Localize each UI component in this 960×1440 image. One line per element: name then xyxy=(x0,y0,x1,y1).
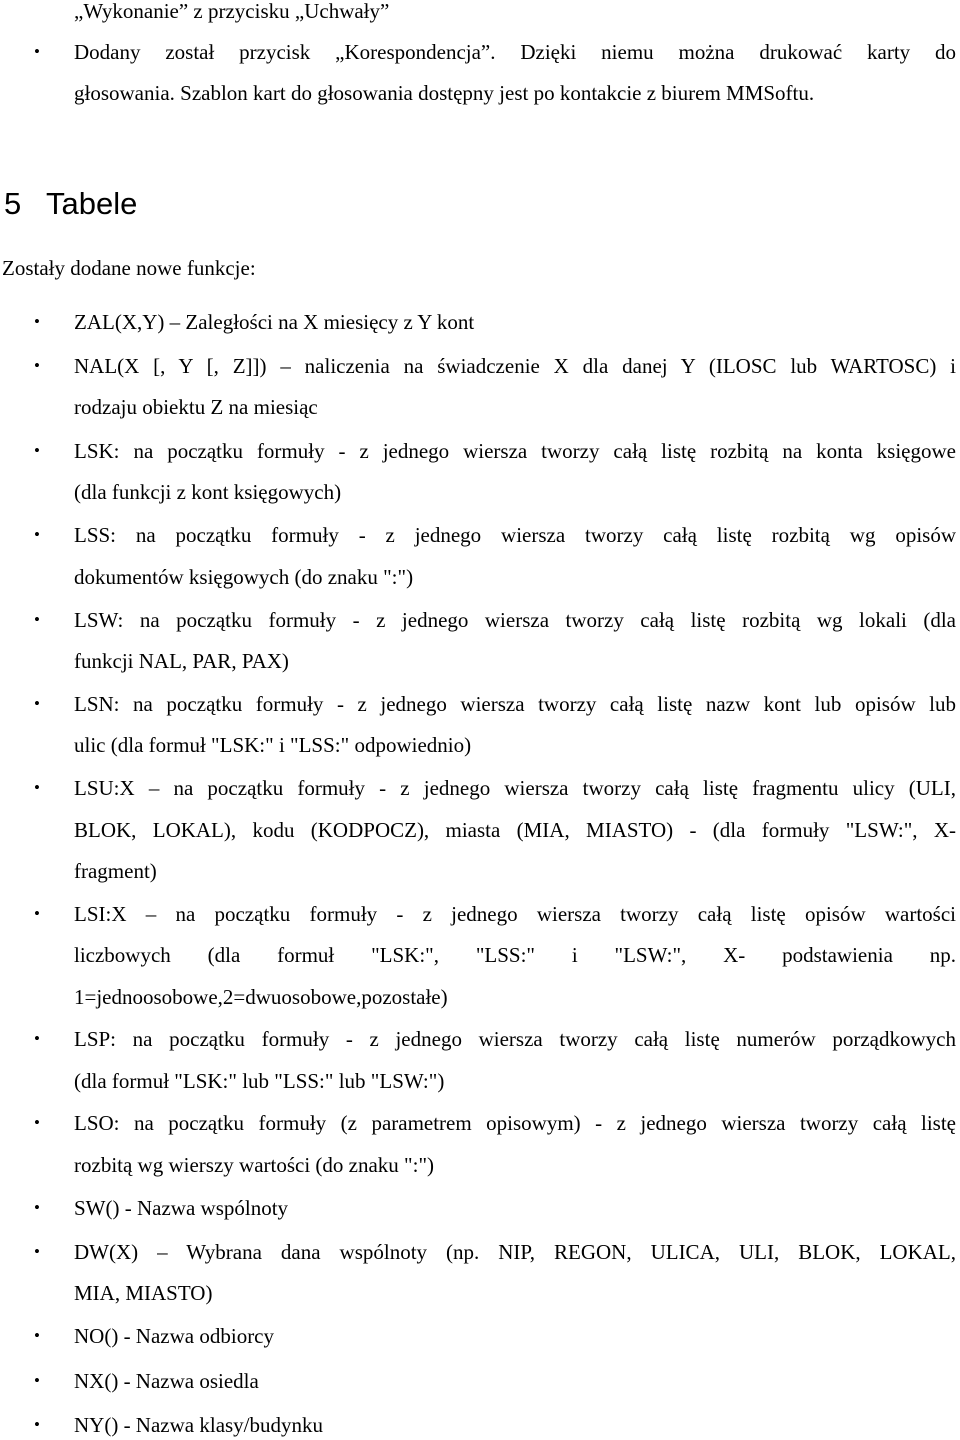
list-item-line: LSN: na początku formuły - z jednego wiersza tworzy całą listę nazw kont lub opisów lub xyxy=(74,692,956,716)
list-item-line: LSU:X – na początku formuły - z jednego wiersza tworzy całą listę fragmentu ulicy (ULI, xyxy=(74,776,956,800)
bullet-icon: • xyxy=(34,1029,40,1048)
bullet-icon: • xyxy=(34,441,40,460)
list-item-line: (dla formuł "LSK:" lub "LSS:" lub "LSW:") xyxy=(74,1069,445,1093)
bullet-icon: • xyxy=(34,1242,40,1261)
list-item-line: NX() - Nazwa osiedla xyxy=(74,1369,259,1393)
list-item-line: MIA, MIASTO) xyxy=(74,1281,213,1305)
section-intro: Zostały dodane nowe funkcje: xyxy=(2,256,256,280)
continued-text-fragment: „Wykonanie” z przycisku „Uchwały” xyxy=(74,0,390,23)
list-item-line: 1=jednoosobowe,2=dwuosobowe,pozostałe) xyxy=(74,985,448,1009)
section-number: 5 xyxy=(4,186,22,221)
list-item-line: rozbitą wg wierszy wartości (do znaku ":") xyxy=(74,1153,435,1177)
bullet-icon: • xyxy=(34,610,40,629)
bullet-icon: • xyxy=(34,525,40,544)
list-item-line: funkcji NAL, PAR, PAX) xyxy=(74,649,289,673)
list-item-line: fragment) xyxy=(74,859,157,883)
list-item-line: dokumentów księgowych (do znaku ":") xyxy=(74,565,414,589)
bullet-icon: • xyxy=(34,1113,40,1132)
list-item-line: NY() - Nazwa klasy/budynku xyxy=(74,1413,324,1437)
bullet-icon: • xyxy=(34,356,40,375)
list-item-line: LSS: na początku formuły - z jednego wiersza tworzy całą listę rozbitą wg opisów xyxy=(74,523,956,547)
list-item-line: LSI:X – na początku formuły - z jednego wiersza tworzy całą listę opisów wartości xyxy=(74,902,956,926)
bullet-icon: • xyxy=(34,1415,40,1434)
list-item-line: rodzaju obiektu Z na miesiąc xyxy=(74,395,318,419)
list-item-line: NO() - Nazwa odbiorcy xyxy=(74,1324,275,1348)
list-item-line: LSP: na początku formuły - z jednego wiersza tworzy całą listę numerów porządkowych xyxy=(74,1027,956,1051)
list-item-line: DW(X) – Wybrana dana wspólnoty (np. NIP, REGON, ULICA, ULI, BLOK, LOKAL, xyxy=(74,1240,956,1264)
list-item-line: BLOK, LOKAL), kodu (KODPOCZ), miasta (MIA, MIASTO) - (dla formuły "LSW:", X- xyxy=(74,818,956,842)
section-heading xyxy=(4,184,137,224)
list-item-line: (dla funkcji z kont księgowych) xyxy=(74,480,342,504)
list-item-line: SW() - Nazwa wspólnoty xyxy=(74,1196,289,1220)
list-item-line: liczbowych (dla formuł "LSK:", "LSS:" i "LSW:", X- podstawienia np. xyxy=(74,943,956,967)
bullet-icon: • xyxy=(34,1371,40,1390)
list-item-line: ZAL(X,Y) – Zaległości na X miesięcy z Y kont xyxy=(74,310,475,334)
intro-bullet-line: Dodany został przycisk „Korespondencja”. Dzięki niemu można drukować karty do xyxy=(74,40,956,64)
bullet-icon: • xyxy=(34,42,40,61)
bullet-icon: • xyxy=(34,1326,40,1345)
bullet-icon: • xyxy=(34,1198,40,1217)
bullet-icon: • xyxy=(34,694,40,713)
list-item-line: LSO: na początku formuły (z parametrem opisowym) - z jednego wiersza tworzy całą listę xyxy=(74,1111,956,1135)
bullet-icon: • xyxy=(34,778,40,797)
intro-bullet-line: głosowania. Szablon kart do głosowania dostępny jest po kontakcie z biurem MMSoftu. xyxy=(74,81,815,105)
list-item-line: ulic (dla formuł "LSK:" i "LSS:" odpowiednio) xyxy=(74,733,472,757)
list-item-line: LSK: na początku formuły - z jednego wiersza tworzy całą listę rozbitą na konta księgowe xyxy=(74,439,956,463)
list-item-line: LSW: na początku formuły - z jednego wiersza tworzy całą listę rozbitą wg lokali (dla xyxy=(74,608,956,632)
bullet-icon: • xyxy=(34,904,40,923)
bullet-icon: • xyxy=(34,312,40,331)
list-item-line: NAL(X [, Y [, Z]]) – naliczenia na świadczenie X dla danej Y (ILOSC lub WARTOSC) i xyxy=(74,354,956,378)
section-title: Tabele xyxy=(46,186,138,221)
